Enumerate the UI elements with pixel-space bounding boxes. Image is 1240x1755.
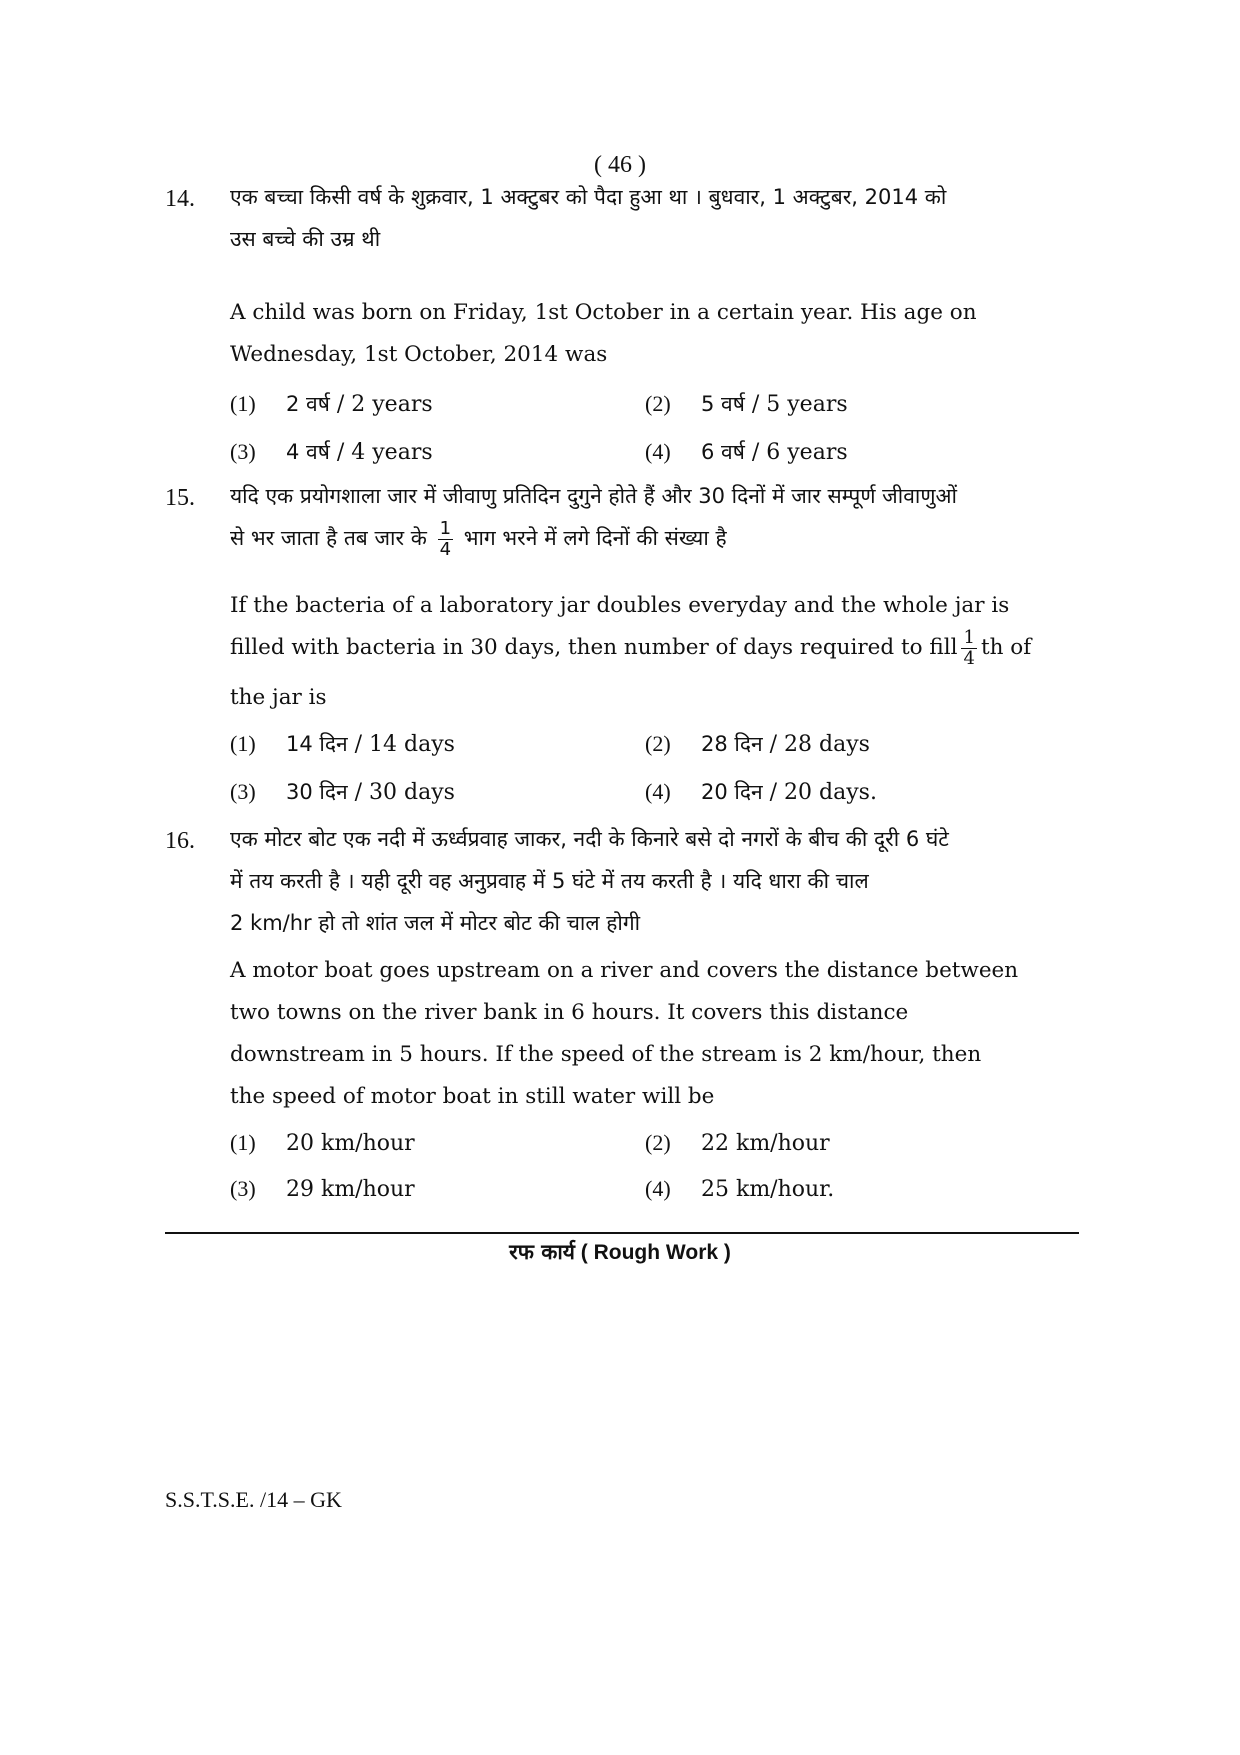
- fraction-numerator: 1: [963, 626, 975, 648]
- option-number: (1): [230, 1130, 256, 1155]
- english-line: two towns on the river bank in 6 hours. It covers this distance: [230, 1000, 909, 1025]
- question-text-hindi: [230, 818, 1075, 944]
- question-text-hindi: [230, 176, 1075, 260]
- option-number: (4): [645, 439, 671, 464]
- option-text: 25 km/hour.: [701, 1177, 835, 1202]
- option-2[interactable]: [645, 730, 870, 758]
- fraction-numerator: 1: [439, 517, 452, 539]
- hindi-line: उस बच्चे की उम्र थी: [230, 227, 381, 251]
- option-english: / 20 days.: [762, 780, 877, 805]
- option-number: (3): [230, 1176, 256, 1201]
- english-line: A child was born on Friday, 1st October in a certain year. His age on: [230, 300, 977, 325]
- hindi-line: एक बच्चा किसी वर्ष के शुक्रवार, 1 अक्टुबर को पैदा हुआ था । बुधवार, 1 अक्टुबर, 2014 को: [230, 185, 947, 209]
- rough-work-heading: [0, 1238, 1240, 1266]
- option-1[interactable]: [230, 1130, 415, 1156]
- question-text-hindi: [230, 475, 1075, 560]
- option-4[interactable]: [645, 438, 848, 466]
- paper-code-footer: S.S.T.S.E. /14 – GK: [165, 1487, 342, 1512]
- hindi-line: में तय करती है । यही दूरी वह अनुप्रवाह में 5 घंटे में तय करती है । यदि धारा की चाल: [230, 869, 869, 893]
- question-number: 15.: [165, 485, 195, 511]
- section-divider: [165, 1232, 1079, 1234]
- hindi-line: एक मोटर बोट एक नदी में ऊर्ध्वप्रवाह जाकर, नदी के किनारे बसे दो नगरों के बीच की दूरी 6 घंटे: [230, 827, 949, 851]
- option-english: / 2 years: [329, 392, 433, 417]
- question-text-english: [230, 950, 1075, 1118]
- english-line: Wednesday, 1st October, 2014 was: [230, 342, 608, 367]
- english-text: th of: [980, 635, 1032, 660]
- option-english: / 5 years: [744, 392, 848, 417]
- option-4[interactable]: [645, 778, 877, 806]
- hindi-line: 2 km/hr हो तो शांत जल में मोटर बोट की चाल होगी: [230, 911, 641, 935]
- option-2[interactable]: [645, 390, 848, 418]
- option-number: (2): [645, 731, 671, 756]
- option-hindi: 20 दिन: [701, 780, 763, 804]
- rough-work-english: ( Rough Work ): [574, 1241, 731, 1264]
- option-2[interactable]: [645, 1130, 830, 1156]
- fraction-denominator: 4: [439, 538, 452, 560]
- option-hindi: 4 वर्ष: [286, 440, 330, 464]
- english-line: downstream in 5 hours. If the speed of the stream is 2 km/hour, then: [230, 1042, 982, 1067]
- option-number: (1): [230, 391, 256, 416]
- english-line: the jar is: [230, 685, 327, 710]
- question-text-english: [230, 292, 1075, 376]
- option-3[interactable]: [230, 778, 455, 806]
- fraction-one-quarter: [438, 519, 453, 560]
- option-text: 20 km/hour: [286, 1131, 415, 1156]
- option-hindi: 30 दिन: [286, 780, 348, 804]
- option-hindi: 6 वर्ष: [701, 440, 745, 464]
- hindi-line: यदि एक प्रयोगशाला जार में जीवाणु प्रतिदिन दुगुने होते हैं और 30 दिनों में जार सम्पूर्ण जीवाणुओं: [230, 484, 957, 508]
- hindi-text: से भर जाता है तब जार के: [230, 526, 427, 550]
- option-number: (2): [645, 1130, 671, 1155]
- fraction-denominator: 4: [963, 647, 975, 669]
- option-number: (3): [230, 779, 256, 804]
- english-text: filled with bacteria in 30 days, then number of days required to fill: [230, 635, 958, 660]
- option-english: / 14 days: [347, 732, 455, 757]
- option-number: (4): [645, 1176, 671, 1201]
- option-3[interactable]: [230, 438, 433, 466]
- option-hindi: 28 दिन: [701, 732, 763, 756]
- hindi-line: [230, 517, 1075, 560]
- fraction-one-quarter: [961, 628, 976, 669]
- option-3[interactable]: [230, 1176, 415, 1202]
- option-1[interactable]: [230, 730, 455, 758]
- page-number: ( 46 ): [594, 152, 646, 178]
- option-english: / 30 days: [347, 780, 455, 805]
- option-hindi: 14 दिन: [286, 732, 348, 756]
- option-number: (2): [645, 391, 671, 416]
- option-1[interactable]: [230, 390, 433, 418]
- question-number: 16.: [165, 828, 195, 854]
- question-number: 14.: [165, 186, 195, 212]
- option-text: 22 km/hour: [701, 1131, 830, 1156]
- option-4[interactable]: [645, 1176, 834, 1202]
- option-number: (4): [645, 779, 671, 804]
- rough-work-hindi: रफ कार्य: [509, 1240, 575, 1264]
- option-number: (3): [230, 439, 256, 464]
- option-hindi: 5 वर्ष: [701, 392, 745, 416]
- english-line: the speed of motor boat in still water will be: [230, 1084, 715, 1109]
- option-number: (1): [230, 731, 256, 756]
- hindi-text: भाग भरने में लगे दिनों की संख्या है: [463, 526, 727, 550]
- english-line: If the bacteria of a laboratory jar doubles everyday and the whole jar is: [230, 593, 1010, 618]
- option-hindi: 2 वर्ष: [286, 392, 330, 416]
- english-line: [230, 627, 1075, 669]
- option-english: / 28 days: [762, 732, 870, 757]
- english-line: A motor boat goes upstream on a river and covers the distance between: [230, 958, 1019, 983]
- option-text: 29 km/hour: [286, 1177, 415, 1202]
- question-text-english: [230, 585, 1075, 719]
- option-english: / 4 years: [329, 440, 433, 465]
- option-english: / 6 years: [744, 440, 848, 465]
